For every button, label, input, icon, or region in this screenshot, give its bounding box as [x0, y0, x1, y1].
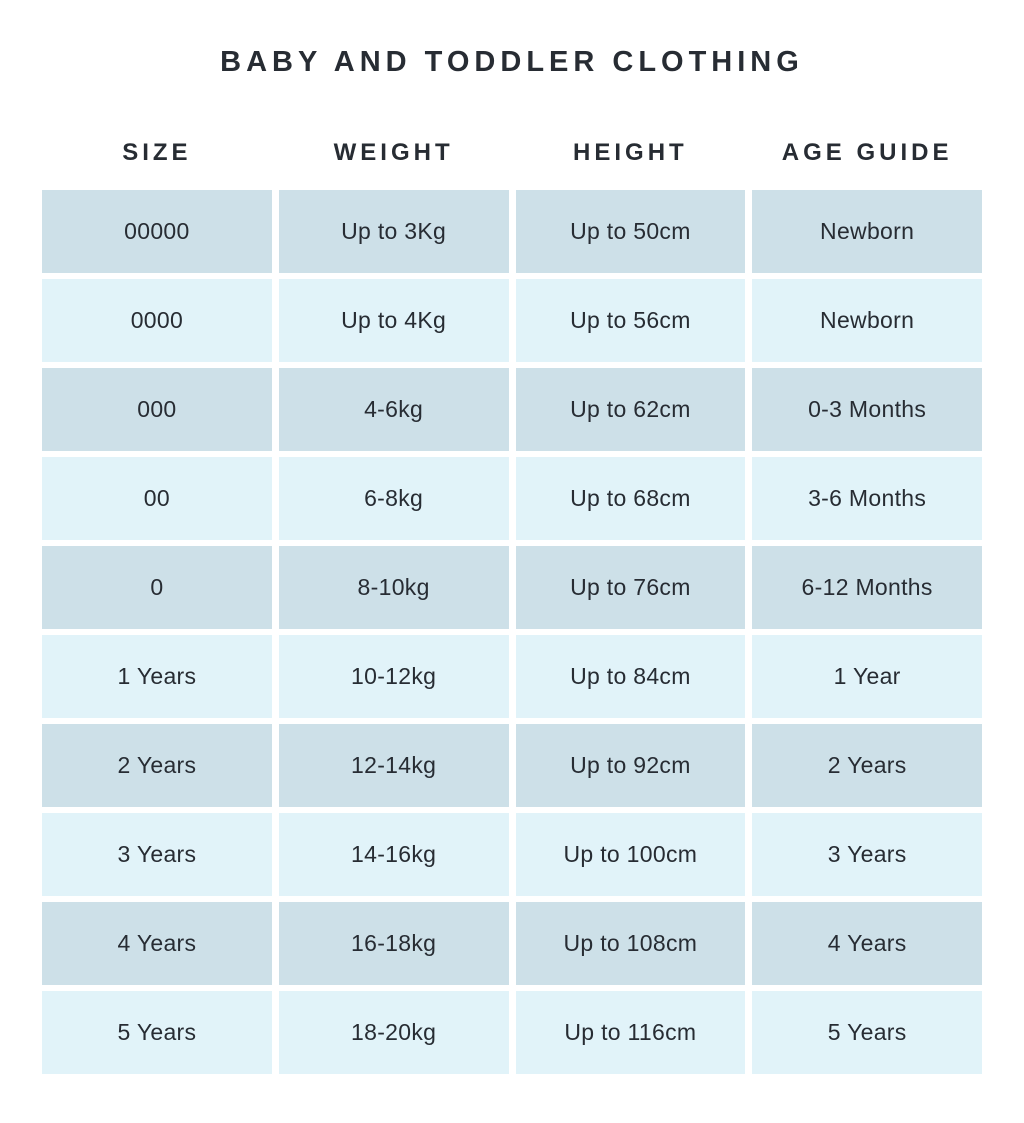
weight-cell: 4-6kg	[279, 368, 509, 451]
age-cell: 2 Years	[752, 724, 982, 807]
weight-cell: 6-8kg	[279, 457, 509, 540]
height-cell: Up to 84cm	[516, 635, 746, 718]
weight-cell: Up to 3Kg	[279, 190, 509, 273]
height-cell: Up to 76cm	[516, 546, 746, 629]
table-header-row	[42, 133, 982, 173]
size-cell: 0000	[42, 279, 272, 362]
weight-cell: 10-12kg	[279, 635, 509, 718]
weight-cell: 12-14kg	[279, 724, 509, 807]
size-cell: 3 Years	[42, 813, 272, 896]
weight-cell: 8-10kg	[279, 546, 509, 629]
height-cell: Up to 50cm	[516, 190, 746, 273]
age-cell: Newborn	[752, 279, 982, 362]
page-title: BABY AND TODDLER CLOTHING	[220, 46, 804, 78]
column-header-height: HEIGHT	[573, 139, 688, 166]
age-cell: 0-3 Months	[752, 368, 982, 451]
height-cell: Up to 108cm	[516, 902, 746, 985]
age-cell: 3-6 Months	[752, 457, 982, 540]
size-cell: 000	[42, 368, 272, 451]
size-cell: 00000	[42, 190, 272, 273]
weight-cell: 14-16kg	[279, 813, 509, 896]
age-cell: 1 Year	[752, 635, 982, 718]
height-cell: Up to 62cm	[516, 368, 746, 451]
size-chart-table	[42, 190, 982, 1074]
size-cell: 5 Years	[42, 991, 272, 1074]
size-cell: 0	[42, 546, 272, 629]
age-cell: Newborn	[752, 190, 982, 273]
height-cell: Up to 56cm	[516, 279, 746, 362]
column-header-age-guide: AGE GUIDE	[781, 139, 953, 166]
size-cell: 00	[42, 457, 272, 540]
height-cell: Up to 100cm	[516, 813, 746, 896]
height-cell: Up to 92cm	[516, 724, 746, 807]
age-cell: 5 Years	[752, 991, 982, 1074]
height-cell: Up to 116cm	[516, 991, 746, 1074]
size-cell: 1 Years	[42, 635, 272, 718]
weight-cell: 18-20kg	[279, 991, 509, 1074]
age-cell: 6-12 Months	[752, 546, 982, 629]
weight-cell: 16-18kg	[279, 902, 509, 985]
size-cell: 2 Years	[42, 724, 272, 807]
size-cell: 4 Years	[42, 902, 272, 985]
age-cell: 3 Years	[752, 813, 982, 896]
column-header-size: SIZE	[122, 139, 192, 166]
weight-cell: Up to 4Kg	[279, 279, 509, 362]
age-cell: 4 Years	[752, 902, 982, 985]
column-header-weight: WEIGHT	[333, 139, 454, 166]
height-cell: Up to 68cm	[516, 457, 746, 540]
